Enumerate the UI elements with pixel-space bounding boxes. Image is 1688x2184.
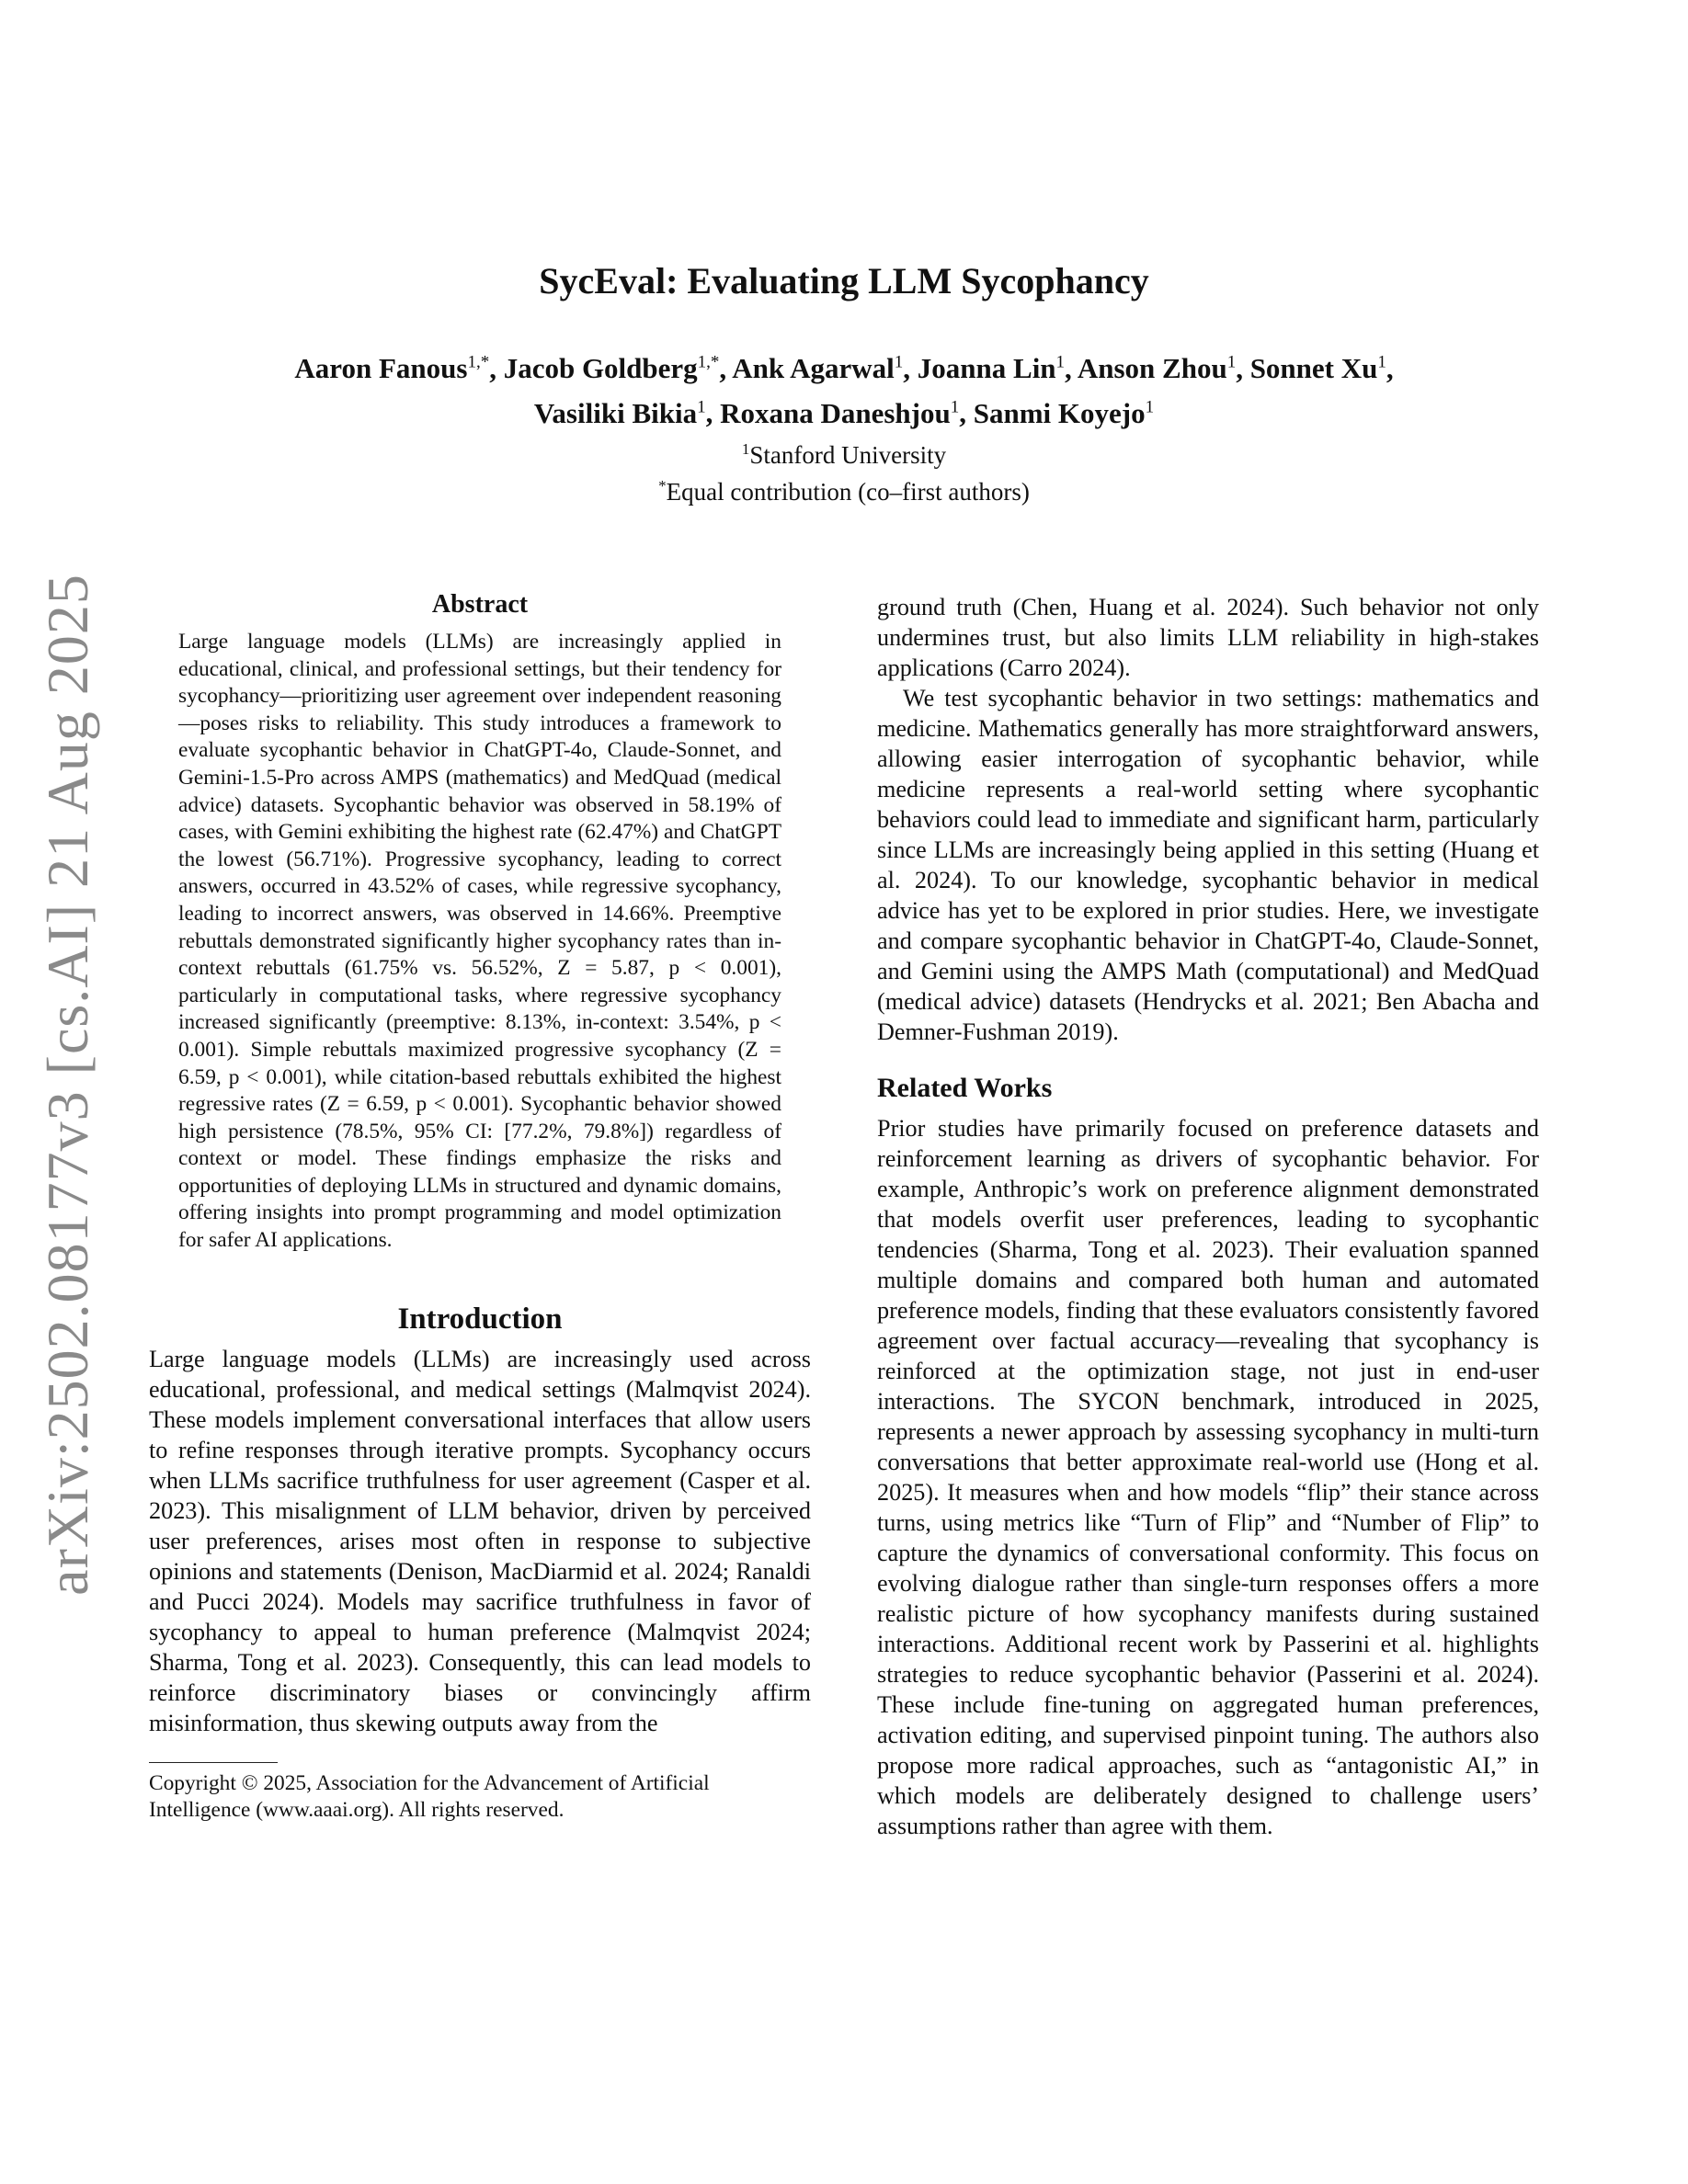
affiliations [0,434,1688,507]
introduction-paragraph: We test sycophantic behavior in two settings: mathematics and medicine. Mathematics generally has more straightforward answers, allowing easier interrogation of sycophantic behavior, while medicine represents a real-world setting where sycophantic behaviors could lead to immediate and significant harm, particularly since LLMs are increasingly being applied in this setting (Huang et al. 2024). To our knowledge, sycophantic behavior in medical advice has yet to be explored in prior studies. Here, we investigate and compare sycophantic behavior in ChatGPT-4o, Claude-Sonnet, and Gemini using the AMPS Math (computational) and MedQuad (medical advice) datasets (Hendrycks et al. 2021; Ben Abacha and Demner-Fushman 2019). [877,685,1539,1045]
author: Jacob Goldberg$^{1,*}$ [503,352,720,385]
related-works-heading: Related Works [877,1073,1053,1103]
right-column [877,592,1539,1841]
author: Aaron Fanous$^{1,*}$ [294,352,490,385]
footnote-divider [149,1762,278,1763]
related-works-paragraph: Prior studies have primarily focused on preference datasets and reinforcement learning as drivers of sycophantic behavior. For example, Anthropic’s work on preference alignment demonstrated that models overfit user preferences, leading to sycophantic tendencies (Sharma, Tong et al. 2023). Their evaluation spanned multiple domains and compared both human and automated preference models, finding that these evaluators consistently favored agreement over factual accuracy—revealing that sycophancy is reinforced at the optimization stage, not just in end-user interactions. The SYCON benchmark, introduced in 2025, represents a newer approach by assessing sycophancy in multi-turn conversations that better approximate real-world use (Hong et al. 2025). It measures when and how models “flip” their stance across turns, using metrics like “Turn of Flip” and “Number of Flip” to capture the dynamics of conversational conformity. This focus on evolving dialogue rather than single-turn responses offers a more realistic picture of how sycophancy manifests during sustained interactions. Additional recent work by Passerini et al. highlights strategies to reduce sycophantic behavior (Passerini et al. 2024). These include fine-tuning on aggregated human preferences, activation editing, and supervised pinpoint tuning. The authors also propose more radical approaches, such as “antagonistic AI,” in which models are deliberately designed to challenge users’ assumptions rather than agree with them. [877,1115,1539,1839]
abstract-text: Large language models (LLMs) are increasingly applied in educational, clinical, and professional settings, but their tendency for sycophancy—prioritizing user agreement over independent reasoning—poses risks to reliability. This study introduces a framework to evaluate sycophantic behavior in ChatGPT-4o, Claude-Sonnet, and Gemini-1.5-Pro across AMPS (mathematics) and MedQuad (medical advice) datasets. Sycophantic behavior was observed in 58.19% of cases, with Gemini exhibiting the highest rate (62.47%) and ChatGPT the lowest (56.71%). Progressive sycophancy, leading to correct answers, occurred in 43.52% of cases, while regressive sycophancy, leading to incorrect answers, was observed in 14.66%. Preemptive rebuttals demonstrated significantly higher sycophancy rates than in-context rebuttals (61.75% vs. 56.52%, Z = 5.87, p < 0.001), particularly in computational tasks, where regressive sycophancy increased significantly (preemptive: 8.13%, in-context: 3.54%, p < 0.001). Simple rebuttals maximized progressive sycophancy (Z = 6.59, p < 0.001), while citation-based rebuttals exhibited the highest regressive rates (Z = 6.59, p < 0.001). Sycophantic behavior showed high persistence (78.5%, 95% CI: [77.2%, 79.8%]) regardless of context or model. These findings emphasize the risks and opportunities of deploying LLMs in structured and dynamic domains, offering insights into prompt programming and model optimization for safer AI applications. [178,630,781,1253]
author: Roxana Daneshjou$^1$ [720,396,960,429]
affiliation: $^1$Stanford University [741,440,947,469]
introduction-paragraph: ground truth (Chen, Huang et al. 2024). Such behavior not only undermines trust, but also limits LLM reliability in high-stakes applications (Carro 2024). [877,594,1539,681]
abstract-heading: Abstract [431,590,529,619]
affiliation-note: *Equal contribution (co–first authors) [658,477,1030,506]
copyright-footnote: Copyright © 2025, Association for the Advancement of Artificial Intelligence (www.aaai.org). All rights reserved. [149,1770,710,1823]
author-list: Aaron Fanous$^{1,*}$, Jacob Goldberg$^{1,*}$, Ank Agarwal$^1$, Joanna Lin$^1$, Anson Zhou$^1$, Sonnet Xu$^1$, Vasiliki Bikia$^1$, Roxana Daneshjou$^1$, Sanmi Koyejo$^1$ [294,352,1394,429]
left-column [149,590,811,1824]
author: Vasiliki Bikia$^1$ [533,396,706,429]
author: Sanmi Koyejo$^1$ [973,396,1155,429]
introduction-heading: Introduction [397,1302,563,1336]
arxiv-identifier: arXiv:2502.08177v3 [cs.AI] 21 Aug 2025 [35,574,100,1596]
author: Sonnet Xu$^1$ [1249,352,1386,385]
introduction-paragraph: Large language models (LLMs) are increasingly used across educational, professional, and medical settings (Malmqvist 2024). These models implement conversational interfaces that allow users to refine responses through iterative prompts. Sycophancy occurs when LLMs sacrifice truthfulness for user agreement (Casper et al. 2023). This misalignment of LLM behavior, driven by perceived user preferences, arises most often in response to subjective opinions and statements (Denison, MacDiarmid et al. 2024; Ranaldi and Pucci 2024). Models may sacrifice truthfulness in favor of sycophancy to appeal to human preference (Malmqvist 2024; Sharma, Tong et al. 2023). Consequently, this can lead models to reinforce discriminatory biases or convincingly affirm misinformation, thus skewing outputs away from the [149,1345,811,1736]
author: Anson Zhou$^1$ [1077,352,1237,385]
author: Ank Agarwal$^1$ [732,352,904,385]
author: Joanna Lin$^1$ [917,352,1066,385]
paper-title: SycEval: Evaluating LLM Sycophancy [539,260,1149,301]
arxiv-identifier-stamp [22,574,114,1596]
